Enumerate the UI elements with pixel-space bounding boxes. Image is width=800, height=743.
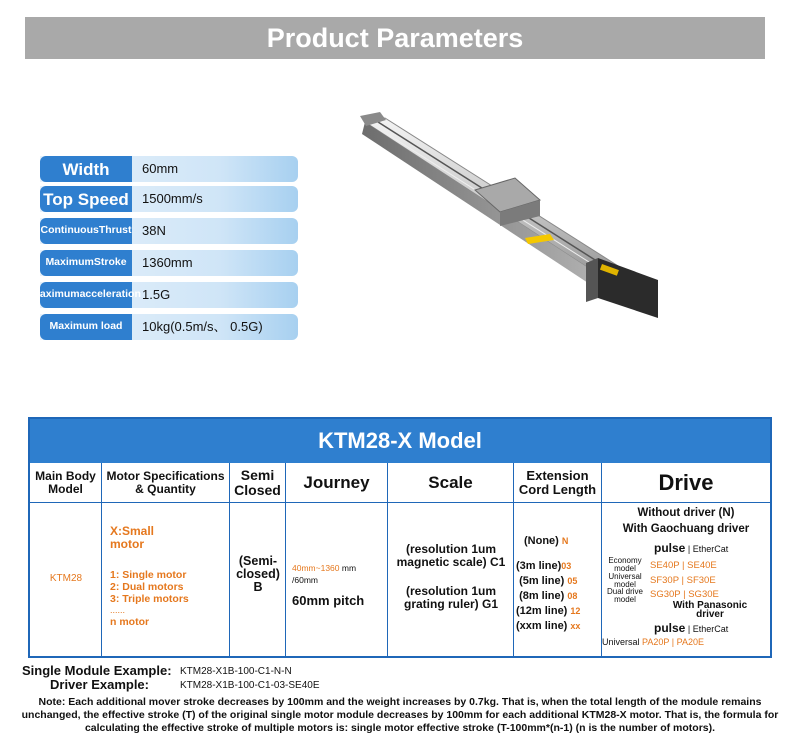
param-label-line: Maximum	[45, 256, 94, 269]
param-label	[31, 282, 141, 308]
header-line: Cord Length	[518, 481, 597, 497]
header-journey: Journey	[286, 463, 388, 503]
scale-line: grating ruler) G1	[403, 597, 498, 611]
header-motor	[102, 463, 230, 503]
motor-ellipsis: ......	[110, 605, 126, 615]
motor-option: 1: Single motor	[110, 569, 187, 581]
ext-label: (5m line)	[519, 575, 565, 587]
param-row-maximum-stroke	[40, 250, 298, 276]
param-value: 1500mm/s	[142, 191, 203, 206]
cell-semi-closed	[230, 503, 286, 656]
drive-panasonic	[672, 601, 748, 619]
param-label	[40, 250, 132, 276]
ext-item	[516, 589, 580, 604]
drive-label-line: model	[614, 595, 636, 604]
header-main-body	[30, 463, 102, 503]
scale-line: (resolution 1um	[405, 542, 496, 556]
model-table-title: KTM28-X Model	[30, 419, 770, 463]
param-label-line: um load	[82, 320, 123, 333]
page-title: Product Parameters	[25, 17, 765, 59]
ext-label: (None)	[524, 535, 559, 547]
drive-label-line: model	[614, 580, 636, 589]
drive-separator: |	[671, 637, 675, 647]
drive-code: SE40E	[687, 560, 717, 571]
drive-separator: |	[681, 575, 684, 586]
drive-code: SF30P	[650, 575, 679, 586]
param-label-line: Thrust	[98, 224, 132, 237]
param-label-line: Maximum	[31, 288, 80, 301]
ext-code: 12	[570, 606, 581, 616]
journey-range-start: 40mm	[292, 563, 316, 573]
param-label	[40, 218, 132, 244]
ext-item	[516, 574, 580, 589]
drive-separator: |	[682, 560, 685, 571]
journey-arrow: ~	[315, 563, 321, 573]
param-row-top-speed	[40, 186, 298, 212]
ext-list	[516, 559, 580, 634]
param-label-line: Continuous	[40, 224, 99, 237]
semi-line: (Semi-	[238, 554, 278, 568]
drive-economy-label	[602, 557, 648, 573]
drive-label-line: Dual drive	[606, 587, 643, 596]
drive-code: SG30E	[688, 589, 719, 600]
drive-pulse-row	[654, 541, 728, 555]
motor-option: 3: Triple motors	[110, 593, 189, 605]
drive-panasonic-line: driver	[696, 609, 724, 620]
header-drive: Drive	[602, 463, 770, 503]
drive-code: PA20E	[676, 637, 704, 647]
drive-gaochuang: With Gaochuang driver	[622, 523, 750, 535]
drive-ethercat: EtherCat	[692, 624, 729, 634]
main-body-value: KTM28	[49, 573, 83, 584]
drive-dual-codes	[650, 589, 719, 600]
semi-closed-value	[230, 555, 286, 594]
drive-pulse: pulse	[654, 621, 686, 635]
drive-universal-codes	[650, 575, 716, 586]
ext-label: (12m line)	[516, 605, 568, 617]
drive-pulse-row-2	[654, 621, 728, 635]
header-line: Model	[48, 481, 83, 496]
cell-scale	[388, 503, 514, 656]
ext-code: 05	[567, 576, 578, 586]
drive-pulse: pulse	[654, 541, 686, 555]
drive-code: SG30P	[650, 589, 681, 600]
example-label: Driver Example:	[50, 677, 149, 692]
drive-code: SE40P	[650, 560, 680, 571]
ext-item	[516, 559, 580, 574]
drive-separator: |	[683, 589, 686, 600]
drive-label-line: model	[614, 564, 636, 573]
drive-panasonic-universal-row	[602, 637, 704, 647]
ext-code: xx	[570, 621, 581, 631]
drive-code: SF30E	[686, 575, 716, 586]
motor-small	[110, 525, 154, 551]
param-label: Width	[40, 156, 132, 182]
param-value: 38N	[142, 223, 166, 238]
ext-item	[516, 604, 580, 619]
param-label: Top Speed	[40, 186, 132, 212]
drive-economy-codes	[650, 560, 717, 571]
motor-option: 2: Dual motors	[110, 581, 184, 593]
header-line: Semi	[240, 466, 275, 483]
header-line: Extension	[526, 467, 589, 483]
linear-module-illustration	[340, 108, 670, 338]
example-code: KTM28-X1B-100-C1-03-SE40E	[180, 680, 320, 691]
cell-journey	[286, 503, 388, 656]
header-line: Closed	[234, 481, 281, 498]
ext-label: (8m line)	[519, 590, 565, 602]
drive-panasonic-universal: Universal	[602, 637, 640, 647]
model-table	[28, 417, 772, 658]
drive-ethercat: EtherCat	[692, 544, 729, 554]
motor-small-line: motor	[110, 537, 144, 551]
journey-range-unit: mm	[339, 563, 357, 573]
cell-main-body	[30, 503, 102, 656]
header-scale: Scale	[388, 463, 514, 503]
header-line: & Quantity	[135, 481, 196, 496]
semi-line: closed)	[236, 567, 280, 581]
ext-label: (3m line)	[516, 560, 562, 572]
drive-dual-label	[602, 588, 648, 604]
param-label-line: Stroke	[93, 256, 127, 269]
motor-n: n motor	[110, 616, 150, 628]
drive-label-line: Universal	[608, 572, 642, 581]
journey-range-end: 1360	[320, 563, 340, 573]
param-value: 1360mm	[142, 255, 193, 270]
param-row-width	[40, 156, 298, 182]
scale-line: (resolution 1um	[405, 584, 496, 598]
header-line: Motor Specifications	[106, 468, 225, 483]
scale-magnetic	[392, 543, 510, 569]
param-value: 1.5G	[142, 287, 171, 302]
cell-extension	[514, 503, 602, 656]
cell-motor	[102, 503, 230, 656]
drive-code: PA20P	[642, 637, 670, 647]
example-label: Single Module Example:	[22, 663, 172, 678]
header-extension-cord	[514, 463, 602, 503]
header-semi-closed	[230, 463, 286, 503]
drive-separator: |	[687, 544, 691, 554]
param-label-line: Maxim	[49, 320, 83, 333]
example-code: KTM28-X1B-100-C1-N-N	[180, 666, 292, 677]
drive-label-line: Economy	[608, 556, 642, 565]
ext-code: 08	[567, 591, 578, 601]
linear-module-product-image	[340, 108, 670, 338]
scale-line: magnetic scale) C1	[396, 555, 506, 569]
cell-drive	[602, 503, 770, 656]
param-row-maximum-load	[40, 314, 298, 340]
param-label-line: acceleration	[79, 288, 141, 301]
ext-label: (xxm line)	[516, 620, 568, 632]
drive-without: Without driver (N)	[637, 507, 735, 519]
semi-line: B	[253, 580, 263, 594]
ext-code: 03	[561, 561, 572, 571]
drive-separator: |	[687, 624, 691, 634]
param-value: 60mm	[142, 161, 179, 176]
param-label	[40, 314, 132, 340]
ext-item	[516, 619, 580, 634]
param-row-maximum-acceleration	[31, 282, 298, 308]
param-row-continuous-thrust	[40, 218, 298, 244]
journey-range	[292, 563, 356, 574]
journey-step: /60mm	[292, 575, 318, 585]
param-value: 10kg(0.5m/s、 0.5G)	[142, 319, 263, 334]
drive-panasonic-line: With Panasonic	[672, 600, 748, 611]
ext-code: N	[561, 536, 569, 546]
note-text: Note: Each additional mover stroke decreases by 100mm and the weight increases by 0.7kg. That is, when the total length of the module remains unchanged, the effective stroke (T) of the original single motor module decreases by 100mm for each additional KTM28-X motor. That is, the formula for calculating the effective stroke of multiple motors is: single motor effective stroke (T-100mm*(n-1) (n is the number of motors).	[21, 696, 779, 734]
journey-pitch: 60mm pitch	[292, 593, 365, 608]
motor-small-line: X:Small	[110, 524, 155, 538]
ext-item	[524, 535, 568, 547]
header-line: Main Body	[35, 468, 96, 483]
motor-options	[110, 569, 189, 605]
scale-grating	[392, 585, 510, 611]
